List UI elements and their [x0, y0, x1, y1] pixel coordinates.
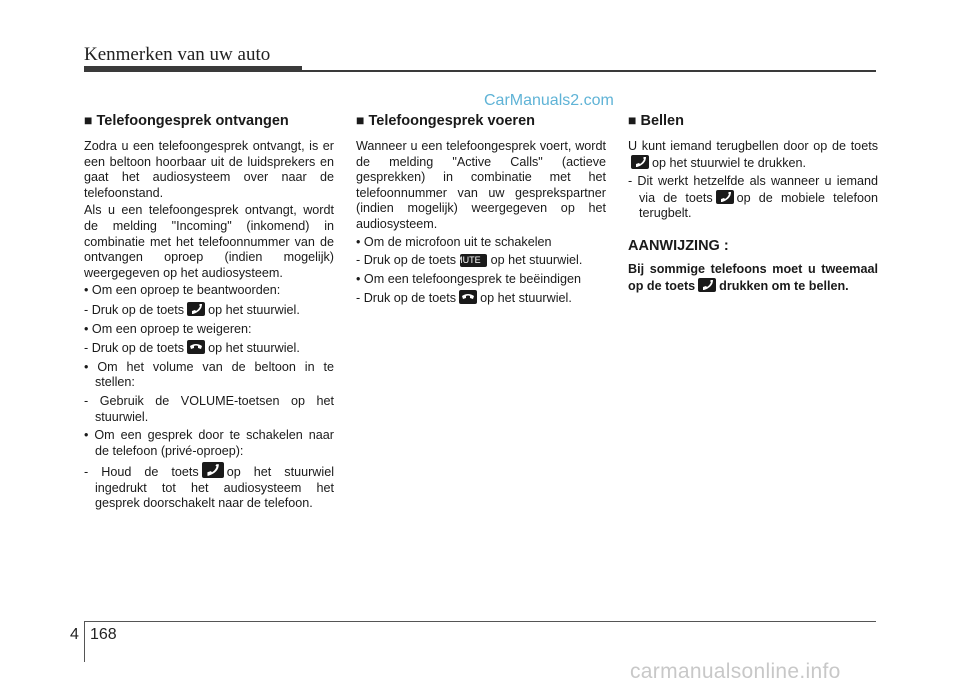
step-item: - Druk op de toets op het stuurwiel. [84, 302, 300, 317]
paragraph: Zodra u een telefoongesprek ontvangt, is er een beltoon hoorbaar uit de luidsprekers en gaat het audiosysteem over naar de telefoonstand. [84, 139, 334, 200]
paragraph: Wanneer u een telefoongesprek voert, wordt de melding "Active Calls" (actieve gesprekken) in combinatie met het telefoonnummer van uw gesprekspartner (indien mogelijk) weergegeven op het audiosysteem. [356, 139, 606, 231]
step-item: - Dit werkt hetzelfde als wanneer u iemand via de toets op de mobiele telefoon terugbelt. [628, 174, 878, 221]
column-receive-call [84, 112, 334, 512]
paragraph: U kunt iemand terugbellen door op de toets op het stuurwiel te drukken. [628, 139, 878, 170]
column-call-back [628, 112, 878, 294]
bullet-item: • Om een gesprek door te schakelen naar de telefoon (privé-oproep): [84, 428, 334, 458]
note-text: Bij sommige telefoons moet u tweemaal op de toets drukken om te bellen. [628, 261, 878, 293]
phone-call-icon [187, 302, 205, 316]
square-bullet-icon: ■ [356, 112, 365, 128]
phone-end-icon [187, 340, 205, 354]
phone-call-icon [202, 462, 224, 478]
paragraph: Als u een telefoongesprek ontvangt, wordt de melding "Incoming" (inkomend) in combinatie met het telefoonnummer van de ontvangen oproep (indien mogelijk) weergegeven op het audiosysteem. [84, 203, 334, 280]
watermark-bottom: carmanualsonline.info [630, 660, 841, 683]
step-item: - Houd de toets op het stuurwiel ingedrukt tot het audiosysteem het gesprek doorschakelt naar de telefoon. [84, 462, 334, 512]
column-make-call [356, 112, 606, 307]
page-number: 168 [90, 626, 117, 643]
phone-call-icon [698, 278, 716, 292]
step-item: - Gebruik de VOLUME-toetsen op het stuurwiel. [84, 393, 334, 424]
footer-rule [84, 621, 876, 622]
section-heading: ■ Telefoongesprek voeren [356, 112, 535, 129]
square-bullet-icon: ■ [628, 112, 637, 128]
section-heading: ■ Telefoongesprek ontvangen [84, 112, 289, 129]
chapter-number: 4 [70, 626, 79, 643]
bullet-item: • Om een telefoongesprek te beëindigen [356, 271, 581, 286]
bullet-item: • Om een oproep te beantwoorden: [84, 283, 281, 298]
phone-end-icon [459, 290, 477, 304]
footer-divider [84, 622, 85, 662]
header-rule [302, 70, 876, 72]
mute-button-icon: MUTE [460, 254, 487, 267]
bullet-item: • Om een oproep te weigeren: [84, 321, 252, 336]
watermark-top: CarManuals2.com [484, 92, 614, 109]
step-item: - Druk op de toets op het stuurwiel. [356, 291, 572, 306]
bullet-item: • Om de microfoon uit te schakelen [356, 234, 552, 249]
step-item: - Druk op de toetsMUTE op het stuurwiel. [356, 253, 583, 268]
phone-call-icon [631, 155, 649, 169]
bullet-item: • Om het volume van de beltoon in te stellen: [84, 359, 334, 390]
header-bar [84, 66, 302, 72]
note-heading: AANWIJZING : [628, 237, 729, 254]
step-item: - Druk op de toets op het stuurwiel. [84, 341, 300, 356]
square-bullet-icon: ■ [84, 112, 93, 128]
section-heading: ■ Bellen [628, 112, 684, 129]
page-header-title: Kenmerken van uw auto [84, 44, 271, 65]
phone-call-icon [716, 190, 734, 204]
